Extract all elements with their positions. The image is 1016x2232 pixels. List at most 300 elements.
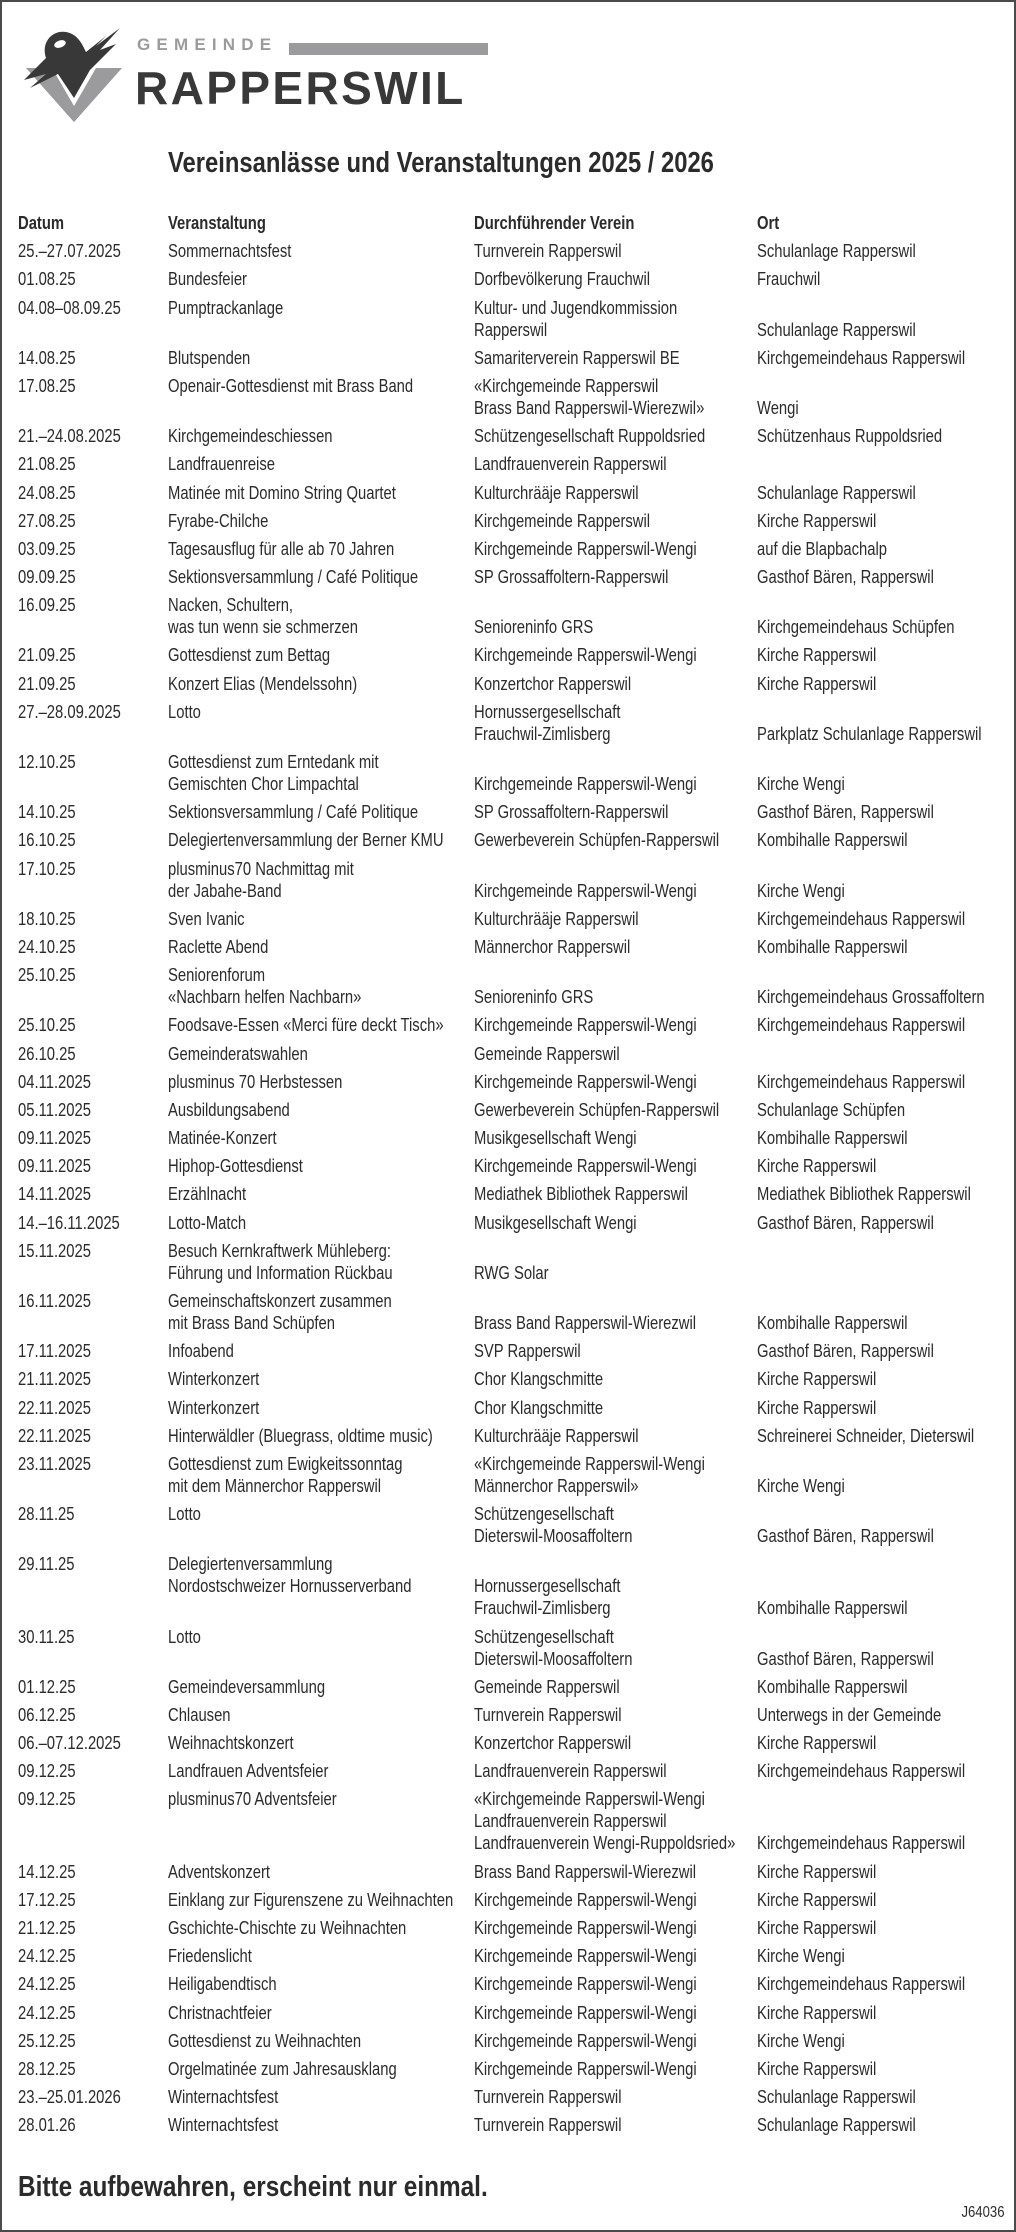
cell-event bbox=[168, 268, 247, 290]
cell-event bbox=[168, 1397, 259, 1419]
cell-club-line: Landfrauenverein Rapperswil bbox=[474, 1810, 667, 1832]
cell-club-line: Kirchgemeinde Rapperswil-Wengi bbox=[474, 879, 697, 901]
cell-date bbox=[18, 1155, 91, 1177]
cell-date bbox=[18, 1553, 75, 1575]
cell-place-line: Kirche Rapperswil bbox=[757, 1368, 877, 1390]
cell-event-line: Lotto bbox=[168, 1625, 201, 1647]
cell-date-line: 22.11.2025 bbox=[18, 1396, 91, 1418]
cell-club bbox=[474, 1732, 631, 1754]
cell-event bbox=[168, 1732, 294, 1754]
table-row bbox=[0, 1183, 1016, 1211]
cell-club bbox=[474, 1704, 622, 1726]
cell-date bbox=[18, 673, 76, 695]
cell-date-line: 16.11.2025 bbox=[18, 1290, 91, 1311]
cell-place bbox=[757, 644, 876, 666]
cell-place-line: Schützenhaus Ruppoldsried bbox=[757, 425, 943, 447]
cell-place bbox=[757, 1340, 934, 1362]
cell-place bbox=[757, 1945, 845, 1967]
cell-club bbox=[474, 510, 650, 532]
cell-date bbox=[18, 1503, 75, 1525]
table-row bbox=[0, 1553, 1016, 1625]
cell-place-line: Kirche Rapperswil bbox=[757, 1155, 877, 1177]
cell-place bbox=[757, 240, 916, 262]
cell-date bbox=[18, 566, 76, 588]
table-row bbox=[0, 425, 1016, 453]
cell-date bbox=[18, 425, 121, 447]
cell-event bbox=[168, 2002, 272, 2024]
cell-place-line: Schreinerei Schneider, Dieterswil bbox=[757, 1424, 975, 1446]
cell-place bbox=[757, 1760, 965, 1782]
cell-event bbox=[168, 644, 330, 666]
cell-event bbox=[168, 829, 444, 851]
cell-place-line bbox=[757, 594, 954, 616]
cell-event-line: Raclette Abend bbox=[168, 935, 269, 957]
cell-place-line: Schulanlage Rapperswil bbox=[757, 2114, 916, 2136]
cell-place bbox=[757, 1099, 905, 1121]
cell-date-line: 14.10.25 bbox=[18, 801, 76, 823]
table-row bbox=[0, 1155, 1016, 1183]
cell-place-line: Gasthof Bären, Rapperswil bbox=[757, 1647, 934, 1669]
cell-date-line: 14.12.25 bbox=[18, 1860, 76, 1882]
table-row bbox=[0, 1043, 1016, 1071]
cell-event bbox=[168, 2058, 397, 2080]
cell-place bbox=[757, 1127, 908, 1149]
cell-club-line: Kirchgemeinde Rapperswil-Wengi bbox=[474, 2057, 697, 2079]
cell-date-line: 21.11.2025 bbox=[18, 1368, 91, 1390]
logo-bar bbox=[289, 43, 488, 55]
cell-event-line: Lotto bbox=[168, 700, 201, 722]
cell-date-line: 16.09.25 bbox=[18, 594, 76, 616]
cell-place-line: Kirche Rapperswil bbox=[757, 1917, 877, 1938]
cell-event bbox=[168, 1889, 453, 1911]
cell-date-line: 27.–28.09.2025 bbox=[18, 700, 121, 722]
cell-date-line: 22.11.2025 bbox=[18, 1424, 91, 1446]
cell-place bbox=[757, 908, 965, 930]
table-row bbox=[0, 268, 1016, 296]
cell-date bbox=[18, 936, 76, 958]
cell-event bbox=[168, 1340, 234, 1362]
logo-name-text: RAPPERSWIL bbox=[135, 62, 466, 114]
cell-event bbox=[168, 801, 418, 823]
cell-place-line: Kirche Rapperswil bbox=[757, 1888, 877, 1910]
cell-place-line: Kirchgemeindehaus Rapperswil bbox=[757, 1832, 966, 1854]
cell-event-line: Nacken, Schultern, bbox=[168, 594, 294, 616]
cell-event-line: Besuch Kernkraftwerk Mühleberg: bbox=[168, 1239, 391, 1261]
cell-place-line: Kirchgemeindehaus Rapperswil bbox=[757, 346, 966, 368]
cell-place-line bbox=[757, 375, 799, 397]
cell-place-line: Schulanlage Schüpfen bbox=[757, 1098, 906, 1120]
cell-place bbox=[757, 268, 820, 290]
cell-date-line: 23.–25.01.2026 bbox=[18, 2086, 121, 2108]
cell-event bbox=[168, 1704, 231, 1726]
cell-event bbox=[168, 482, 396, 504]
cell-club-line: Landfrauenverein Wengi-Ruppoldsried» bbox=[474, 1832, 736, 1854]
cell-club bbox=[474, 1240, 549, 1284]
cell-event-line: Chlausen bbox=[168, 1703, 231, 1725]
header-club: Durchführender Verein bbox=[474, 212, 635, 233]
cell-place bbox=[757, 1397, 876, 1419]
cell-event bbox=[168, 2030, 361, 2052]
cell-place bbox=[757, 1626, 934, 1670]
cell-place bbox=[757, 566, 934, 588]
logo bbox=[16, 18, 496, 122]
cell-event-line: Nordostschweizer Hornusserverband bbox=[168, 1575, 412, 1597]
cell-club bbox=[474, 1945, 697, 1967]
cell-place bbox=[757, 1788, 965, 1854]
cell-club bbox=[474, 1290, 696, 1334]
cell-date-line: 17.12.25 bbox=[18, 1888, 76, 1910]
cell-club-line: Hornussergesellschaft bbox=[474, 1575, 621, 1597]
cell-date bbox=[18, 751, 76, 773]
cell-club bbox=[474, 1043, 620, 1065]
cell-place-line: Kirchgemeindehaus Grossaffoltern bbox=[757, 986, 985, 1008]
cell-club bbox=[474, 453, 667, 475]
cell-date-line: 30.11.25 bbox=[18, 1625, 75, 1647]
cell-event-line: Weihnachtskonzert bbox=[168, 1732, 294, 1754]
cell-event-line: Delegiertenversammlung bbox=[168, 1553, 333, 1575]
cell-event-line: Friedenslicht bbox=[168, 1945, 252, 1967]
cell-club bbox=[474, 1071, 697, 1093]
cell-date bbox=[18, 1368, 91, 1390]
cell-place-line: Kirchgemeindehaus Rapperswil bbox=[757, 1760, 966, 1782]
table-row bbox=[0, 347, 1016, 375]
cell-club bbox=[474, 1760, 667, 1782]
cell-place-line: Kombihalle Rapperswil bbox=[757, 1312, 908, 1333]
cell-event-line: plusminus 70 Herbstessen bbox=[168, 1070, 343, 1092]
cell-date-line: 24.08.25 bbox=[18, 481, 76, 503]
cell-club-line: Kirchgemeinde Rapperswil-Wengi bbox=[474, 773, 697, 794]
cell-event-line: Sektionsversammlung / Café Politique bbox=[168, 801, 419, 823]
cell-club bbox=[474, 594, 593, 638]
cell-place bbox=[757, 1290, 908, 1334]
table-row bbox=[0, 1397, 1016, 1425]
cell-event bbox=[168, 1043, 308, 1065]
cell-club-line: Turnverein Rapperswil bbox=[474, 240, 622, 262]
keep-notice: Bitte aufbewahren, erscheint nur einmal. bbox=[18, 2171, 488, 2203]
cell-place-line: Kombihalle Rapperswil bbox=[757, 1597, 908, 1619]
cell-place-line: Kirche Wengi bbox=[757, 879, 845, 901]
cell-date-line: 25.10.25 bbox=[18, 1014, 76, 1036]
table-row bbox=[0, 453, 1016, 481]
cell-club-line: «Kirchgemeinde Rapperswil bbox=[474, 374, 659, 396]
table-row bbox=[0, 2114, 1016, 2142]
cell-place bbox=[757, 594, 954, 638]
cell-date-line: 26.10.25 bbox=[18, 1042, 76, 1064]
cell-club-line: Chor Klangschmitte bbox=[474, 1368, 604, 1390]
cell-date bbox=[18, 1014, 76, 1036]
cell-place-line: Unterwegs in der Gemeinde bbox=[757, 1703, 942, 1725]
cell-event bbox=[168, 964, 361, 1008]
cell-date-line: 09.12.25 bbox=[18, 1760, 76, 1782]
cell-date-line: 14.11.2025 bbox=[18, 1183, 91, 1205]
cell-date-line: 21.09.25 bbox=[18, 644, 76, 666]
table-row bbox=[0, 1014, 1016, 1042]
cell-date-line: 21.09.25 bbox=[18, 672, 76, 694]
cell-club bbox=[474, 297, 677, 341]
cell-event bbox=[168, 936, 268, 958]
page-title: Vereinsanlässe und Veranstaltungen 2025 / 2026 bbox=[168, 147, 714, 179]
cell-place-line: Kombihalle Rapperswil bbox=[757, 1127, 908, 1149]
cell-club-line: Brass Band Rapperswil-Wierezwil bbox=[474, 1860, 697, 1882]
cell-event-line: Gemeinderatswahlen bbox=[168, 1042, 308, 1064]
cell-place-line: Kirchgemeindehaus Schüpfen bbox=[757, 616, 955, 638]
cell-event-line: Winternachtsfest bbox=[168, 2114, 279, 2136]
table-row bbox=[0, 1760, 1016, 1788]
cell-event-line: plusminus70 Nachmittag mit bbox=[168, 857, 354, 879]
cell-place bbox=[757, 1917, 876, 1939]
table-row bbox=[0, 2002, 1016, 2030]
cell-place bbox=[757, 2058, 876, 2080]
table-row bbox=[0, 1973, 1016, 2001]
cell-club-line: Schützengesellschaft Ruppoldsried bbox=[474, 425, 706, 447]
cell-club-line: Dorfbevölkerung Frauchwil bbox=[474, 268, 651, 290]
cell-date-line: 16.10.25 bbox=[18, 829, 76, 851]
cell-club-line: Mediathek Bibliothek Rapperswil bbox=[474, 1183, 688, 1205]
cell-place-line: Kirche Rapperswil bbox=[757, 2001, 877, 2023]
cell-place-line: Kirchgemeindehaus Rapperswil bbox=[757, 1070, 966, 1092]
cell-club-line: Kirchgemeinde Rapperswil-Wengi bbox=[474, 1917, 697, 1938]
cell-event bbox=[168, 751, 379, 795]
cell-event-line: Gottesdienst zum Ewigkeitssonntag bbox=[168, 1452, 403, 1474]
cell-date bbox=[18, 1945, 76, 1967]
cell-club-line bbox=[474, 1553, 620, 1575]
cell-date bbox=[18, 1626, 75, 1648]
cell-place bbox=[757, 1368, 876, 1390]
cell-event-line: Tagesausflug für alle ab 70 Jahren bbox=[168, 537, 395, 559]
cell-event-line: Hinterwäldler (Bluegrass, oldtime music) bbox=[168, 1424, 433, 1446]
cell-place-line: Kirche Rapperswil bbox=[757, 1860, 877, 1882]
cell-event-line: Bundesfeier bbox=[168, 268, 247, 290]
cell-club-line: Chor Klangschmitte bbox=[474, 1396, 604, 1418]
cell-place-line bbox=[757, 751, 845, 773]
cell-club-line bbox=[474, 751, 697, 773]
cell-club-line: Kulturchrääje Rapperswil bbox=[474, 481, 639, 503]
cell-date bbox=[18, 538, 76, 560]
cell-club-line: Dieterswil-Moosaffoltern bbox=[474, 1647, 633, 1669]
cell-club bbox=[474, 1973, 697, 1995]
cell-event bbox=[168, 1290, 392, 1334]
cell-place bbox=[757, 2030, 845, 2052]
cell-date bbox=[18, 2002, 76, 2024]
cell-event bbox=[168, 375, 413, 397]
cell-club-line: Frauchwil-Zimlisberg bbox=[474, 722, 611, 744]
cell-club-line: Turnverein Rapperswil bbox=[474, 2086, 622, 2108]
cell-event bbox=[168, 240, 291, 262]
cell-date bbox=[18, 908, 76, 930]
cell-event bbox=[168, 1099, 290, 1121]
cell-place-line: Schulanlage Rapperswil bbox=[757, 2086, 916, 2108]
cell-place bbox=[757, 425, 942, 447]
cell-event bbox=[168, 1240, 393, 1284]
cell-event-line: Infoabend bbox=[168, 1340, 234, 1362]
cell-date-line: 24.12.25 bbox=[18, 1945, 76, 1967]
cell-date bbox=[18, 801, 76, 823]
table-row bbox=[0, 1917, 1016, 1945]
cell-place bbox=[757, 1973, 965, 1995]
table-row bbox=[0, 1127, 1016, 1155]
cell-club-line: «Kirchgemeinde Rapperswil-Wengi bbox=[474, 1452, 705, 1474]
cell-club-line: Kirchgemeinde Rapperswil-Wengi bbox=[474, 1155, 697, 1177]
cell-event bbox=[168, 1676, 325, 1698]
table-row bbox=[0, 510, 1016, 538]
table-row bbox=[0, 751, 1016, 801]
cell-place bbox=[757, 1212, 934, 1234]
cell-date-line: 06.12.25 bbox=[18, 1703, 76, 1725]
cell-club bbox=[474, 801, 668, 823]
cell-place-line: Kirche Wengi bbox=[757, 1945, 845, 1967]
cell-event bbox=[168, 1760, 328, 1782]
cell-place bbox=[757, 751, 845, 795]
cell-date-line: 09.12.25 bbox=[18, 1788, 76, 1810]
cell-place-line: Gasthof Bären, Rapperswil bbox=[757, 801, 934, 823]
cell-event-line: Winterkonzert bbox=[168, 1368, 260, 1390]
cell-place-line: Kirche Rapperswil bbox=[757, 1732, 877, 1754]
cell-event-line: Winterkonzert bbox=[168, 1396, 260, 1418]
cell-event-line: Einklang zur Figurenszene zu Weihnachten bbox=[168, 1888, 454, 1910]
cell-club bbox=[474, 1626, 632, 1670]
cell-club bbox=[474, 2002, 697, 2024]
cell-event-line: Gemeinschaftskonzert zusammen bbox=[168, 1290, 392, 1311]
cell-event bbox=[168, 1212, 246, 1234]
cell-event-line: was tun wenn sie schmerzen bbox=[168, 616, 359, 638]
cell-event bbox=[168, 347, 250, 369]
cell-club-line: Konzertchor Rapperswil bbox=[474, 672, 632, 694]
cell-event bbox=[168, 1368, 259, 1390]
cell-date bbox=[18, 1340, 91, 1362]
cell-club bbox=[474, 644, 697, 666]
cell-event bbox=[168, 425, 333, 447]
cell-event bbox=[168, 594, 358, 638]
cell-club-line: RWG Solar bbox=[474, 1261, 549, 1283]
cell-event bbox=[168, 1014, 444, 1036]
cell-event-line: Konzert Elias (Mendelssohn) bbox=[168, 672, 358, 694]
cell-club-line: Schützengesellschaft bbox=[474, 1625, 614, 1647]
cell-date-line: 06.–07.12.2025 bbox=[18, 1732, 121, 1754]
cell-club bbox=[474, 701, 620, 745]
cell-date-line: 25.10.25 bbox=[18, 964, 76, 986]
cell-club-line: Kirchgemeinde Rapperswil bbox=[474, 509, 651, 531]
cell-club-line: SVP Rapperswil bbox=[474, 1340, 581, 1362]
header-event: Veranstaltung bbox=[168, 212, 266, 233]
cell-club-line: Kulturchrääje Rapperswil bbox=[474, 1424, 639, 1446]
cell-event bbox=[168, 1183, 246, 1205]
cell-club bbox=[474, 1503, 632, 1547]
cell-club-line: Kirchgemeinde Rapperswil-Wengi bbox=[474, 1070, 697, 1092]
cell-event-line: Sektionsversammlung / Café Politique bbox=[168, 566, 419, 588]
cell-date bbox=[18, 1240, 91, 1262]
cell-date bbox=[18, 297, 121, 319]
cell-club bbox=[474, 1889, 697, 1911]
cell-club bbox=[474, 375, 704, 419]
table-row bbox=[0, 2086, 1016, 2114]
cell-event-line: Heiligabendtisch bbox=[168, 1973, 277, 1995]
cell-club bbox=[474, 858, 697, 902]
cell-date bbox=[18, 1425, 91, 1447]
cell-place-line bbox=[757, 701, 982, 723]
cell-date-line: 25.12.25 bbox=[18, 2029, 76, 2051]
cell-place-line bbox=[757, 1453, 845, 1475]
cell-club bbox=[474, 240, 622, 262]
cell-club bbox=[474, 425, 705, 447]
cell-event-line: Lotto-Match bbox=[168, 1211, 247, 1233]
cell-club-line: Turnverein Rapperswil bbox=[474, 2114, 622, 2136]
cell-event-line: Adventskonzert bbox=[168, 1860, 271, 1882]
cell-club-line: Brass Band Rapperswil-Wierezwil» bbox=[474, 396, 705, 418]
cell-date bbox=[18, 375, 76, 397]
cell-event-line: Fyrabe-Chilche bbox=[168, 509, 269, 531]
cell-club-line: Dieterswil-Moosaffoltern bbox=[474, 1525, 633, 1547]
cell-event bbox=[168, 1553, 411, 1597]
cell-place-line: auf die Blapbachalp bbox=[757, 537, 888, 559]
cell-place-line: Kirche Rapperswil bbox=[757, 672, 877, 694]
cell-club-line: Kulturchrääje Rapperswil bbox=[474, 907, 639, 929]
cell-date-line: 27.08.25 bbox=[18, 509, 76, 531]
cell-place-line: Kombihalle Rapperswil bbox=[757, 829, 908, 851]
cell-event bbox=[168, 453, 275, 475]
cell-event bbox=[168, 908, 245, 930]
cell-date bbox=[18, 1788, 76, 1810]
cell-date-line: 17.11.2025 bbox=[18, 1340, 91, 1362]
cell-place-line: Kirche Wengi bbox=[757, 2029, 845, 2051]
cell-place-line: Kirche Rapperswil bbox=[757, 644, 877, 666]
cell-date-line: 25.–27.07.2025 bbox=[18, 240, 121, 262]
cell-date-line: 15.11.2025 bbox=[18, 1239, 91, 1261]
cell-event-line: Matinée-Konzert bbox=[168, 1127, 277, 1149]
cell-club bbox=[474, 1212, 637, 1234]
cell-event bbox=[168, 2114, 278, 2136]
cell-event-line: Landfrauenreise bbox=[168, 453, 275, 475]
cell-club bbox=[474, 1425, 639, 1447]
cell-club-line: Landfrauenverein Rapperswil bbox=[474, 453, 667, 475]
cell-club bbox=[474, 1917, 697, 1939]
table-row bbox=[0, 1945, 1016, 1973]
table-row bbox=[0, 566, 1016, 594]
cell-date-line: 09.09.25 bbox=[18, 566, 76, 588]
cell-date bbox=[18, 1861, 76, 1883]
cell-club bbox=[474, 1183, 688, 1205]
bird-emblem-icon bbox=[16, 18, 126, 122]
cell-date bbox=[18, 2086, 121, 2108]
cell-place-line: Parkplatz Schulanlage Rapperswil bbox=[757, 722, 982, 744]
cell-club-line: «Kirchgemeinde Rapperswil-Wengi bbox=[474, 1788, 705, 1810]
cell-date bbox=[18, 2058, 76, 2080]
cell-place bbox=[757, 701, 982, 745]
cell-club bbox=[474, 1453, 705, 1497]
table-row bbox=[0, 858, 1016, 908]
table-row bbox=[0, 1425, 1016, 1453]
cell-date bbox=[18, 2030, 76, 2052]
cell-club bbox=[474, 1368, 603, 1390]
cell-date bbox=[18, 1760, 76, 1782]
cell-place-line bbox=[757, 858, 845, 880]
ad-code: J64036 bbox=[960, 2204, 1004, 2221]
cell-place-line bbox=[757, 297, 916, 319]
cell-event-line: der Jabahe-Band bbox=[168, 879, 282, 901]
cell-date-line: 29.11.25 bbox=[18, 1553, 75, 1575]
cell-club-line bbox=[474, 964, 593, 986]
cell-place-line: Kirche Rapperswil bbox=[757, 2057, 877, 2079]
cell-date bbox=[18, 1043, 76, 1065]
cell-date-line: 21.12.25 bbox=[18, 1917, 76, 1938]
cell-event-line: Ausbildungsabend bbox=[168, 1098, 290, 1120]
cell-club bbox=[474, 936, 630, 958]
cell-date bbox=[18, 347, 76, 369]
cell-event-line: «Nachbarn helfen Nachbarn» bbox=[168, 986, 362, 1008]
cell-place bbox=[757, 1553, 908, 1619]
cell-club-line: Gewerbeverein Schüpfen-Rapperswil bbox=[474, 829, 720, 851]
table-row bbox=[0, 1626, 1016, 1676]
cell-event-line: Gottesdienst zum Bettag bbox=[168, 644, 331, 666]
